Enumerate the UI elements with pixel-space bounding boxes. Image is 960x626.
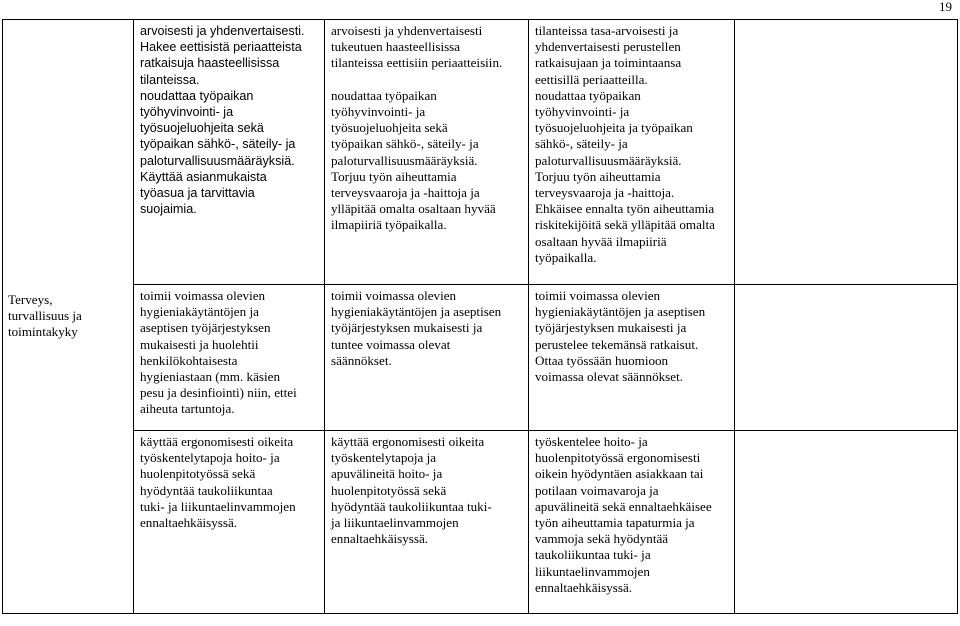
criteria-cell-level-2: [325, 431, 529, 614]
assessment-area-cell: [3, 20, 134, 614]
criteria-text: käyttää ergonomisesti oikeita työskentelytapoja hoito- ja huolenpitotyössä sekä hyödyntää taukoliikuntaa tuki- ja liikuntaelinvammojen ennaltaehkäisyssä.: [140, 434, 296, 531]
criteria-text: toimii voimassa olevien hygieniakäytäntöjen ja aseptisen työjärjestyksen mukaisesti ja perustelee tekemänsä ratkaisut. Ottaa työssään huomioon voimassa olevat säännökset.: [535, 288, 706, 385]
assessment-criteria-table: [2, 19, 958, 614]
criteria-cell-level-2: [325, 285, 529, 431]
criteria-cell-level-1: [134, 431, 325, 614]
table-row: [3, 431, 958, 614]
table-row: [3, 20, 958, 285]
assessment-area-label: Terveys, turvallisuus ja toimintakyky: [8, 291, 82, 340]
criteria-text: arvoisesti ja yhdenvertaisesti tukeutuen haasteellisissa tilanteissa eettisiin periaatteisiin. noudattaa työpaikan työhyvinvointi- ja työsuojeluohjeita sekä työpaikan sähkö-, säteily- ja paloturvallisuusmääräyksiä. Torjuu työn aiheuttamia terveysvaaroja ja -haittoja ja ylläpitää omalta osaltaan hyvää ilmapiiriä työpaikalla.: [331, 23, 503, 233]
criteria-cell-level-1: [134, 20, 325, 285]
page-number: 19: [939, 0, 952, 14]
empty-cell: [735, 20, 958, 285]
criteria-text: käyttää ergonomisesti oikeita työskentelytapoja ja apuvälineitä hoito- ja huolenpitotyössä sekä hyödyntää taukoliikuntaa tuki- ja liikuntaelinvammojen ennaltaehkäisyssä.: [331, 434, 492, 547]
empty-cell: [735, 285, 958, 431]
criteria-cell-level-2: [325, 20, 529, 285]
criteria-cell-level-3: [529, 20, 735, 285]
criteria-text: työskentelee hoito- ja huolenpitotyössä ergonomisesti oikein hyödyntäen asiakkaan tai potilaan voimavaroja ja apuvälineitä sekä ennaltaehkäisee työn aiheuttamia tapaturmia ja vammoja sekä hyödyntää taukoliikuntaa tuki- ja liikuntaelinvammojen ennaltaehkäisyssä.: [535, 434, 712, 595]
criteria-cell-level-1: [134, 285, 325, 431]
criteria-cell-level-3: [529, 431, 735, 614]
criteria-text: arvoisesti ja yhdenvertaisesti. Hakee eettisistä periaatteista ratkaisuja haasteellisissa tilanteissa. noudattaa työpaikan työhyvinvointi- ja työsuojeluohjeita sekä työpaikan sähkö-, säteily- ja paloturvallisuusmääräyksiä. Käyttää asianmukaista työasua ja tarvittavia suojaimia.: [140, 24, 305, 217]
criteria-text: toimii voimassa olevien hygieniakäytäntöjen ja aseptisen työjärjestyksen mukaisesti ja tuntee voimassa olevat säännökset.: [331, 288, 502, 368]
criteria-cell-level-3: [529, 285, 735, 431]
criteria-text: tilanteissa tasa-arvoisesti ja yhdenvertaisesti perustellen ratkaisujaan ja toimintaansa eettisillä periaatteilla. noudattaa työpaikan työhyvinvointi- ja työsuojeluohjeita ja työpaikan sähkö-, säteily- ja paloturvallisuusmääräyksiä. Torjuu työn aiheuttamia terveysvaaroja ja -haittoja. Ehkäisee ennalta työn aiheuttamia riskitekijöitä sekä ylläpitää omalta osaltaan hyvää ilmapiiriä työpaikalla.: [535, 23, 715, 265]
criteria-text: toimii voimassa olevien hygieniakäytäntöjen ja aseptisen työjärjestyksen mukaisesti ja huolehtii henkilökohtaisesta hygieniastaan (mm. käsien pesu ja desinfiointi) niin, ettei aiheuta tartuntoja.: [140, 288, 297, 417]
table-row: [3, 285, 958, 431]
empty-cell: [735, 431, 958, 614]
